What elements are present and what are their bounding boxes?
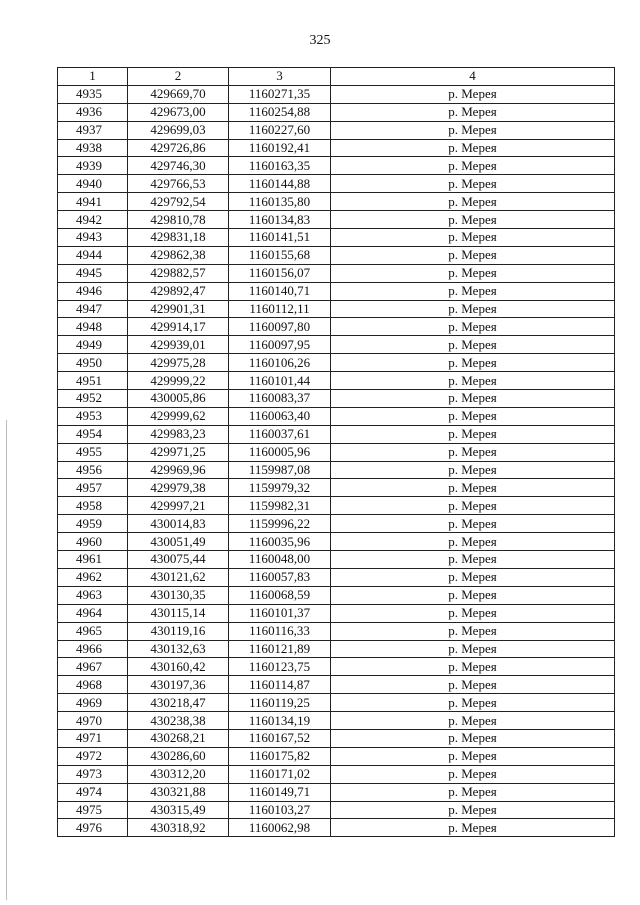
y-coordinate-cell: 1160063,40 <box>229 407 331 425</box>
x-coordinate-cell: 429792,54 <box>128 193 229 211</box>
description-cell: р. Мерея <box>331 103 615 121</box>
description-cell: р. Мерея <box>331 229 615 247</box>
y-coordinate-cell: 1160062,98 <box>229 819 331 837</box>
point-number-cell: 4946 <box>58 282 128 300</box>
description-cell: р. Мерея <box>331 515 615 533</box>
y-coordinate-cell: 1160116,33 <box>229 622 331 640</box>
description-cell: р. Мерея <box>331 729 615 747</box>
x-coordinate-cell: 430014,83 <box>128 515 229 533</box>
x-coordinate-cell: 429669,70 <box>128 85 229 103</box>
description-cell: р. Мерея <box>331 407 615 425</box>
x-coordinate-cell: 429999,62 <box>128 407 229 425</box>
table-row <box>58 747 615 765</box>
description-cell: р. Мерея <box>331 300 615 318</box>
table-row <box>58 676 615 694</box>
point-number-cell: 4937 <box>58 121 128 139</box>
table-row <box>58 85 615 103</box>
y-coordinate-cell: 1160156,07 <box>229 264 331 282</box>
table-row <box>58 640 615 658</box>
y-coordinate-cell: 1160271,35 <box>229 85 331 103</box>
y-coordinate-cell: 1160101,37 <box>229 604 331 622</box>
point-number-cell: 4953 <box>58 407 128 425</box>
description-cell: р. Мерея <box>331 586 615 604</box>
x-coordinate-cell: 430318,92 <box>128 819 229 837</box>
table-row <box>58 729 615 747</box>
point-number-cell: 4968 <box>58 676 128 694</box>
description-cell: р. Мерея <box>331 264 615 282</box>
table-row <box>58 533 615 551</box>
description-cell: р. Мерея <box>331 801 615 819</box>
point-number-cell: 4939 <box>58 157 128 175</box>
x-coordinate-cell: 429831,18 <box>128 229 229 247</box>
y-coordinate-cell: 1160101,44 <box>229 372 331 390</box>
point-number-cell: 4959 <box>58 515 128 533</box>
point-number-cell: 4970 <box>58 712 128 730</box>
y-coordinate-cell: 1160155,68 <box>229 246 331 264</box>
y-coordinate-cell: 1160123,75 <box>229 658 331 676</box>
page-number: 325 <box>309 33 331 48</box>
y-coordinate-cell: 1160167,52 <box>229 729 331 747</box>
point-number-cell: 4935 <box>58 85 128 103</box>
point-number-cell: 4975 <box>58 801 128 819</box>
y-coordinate-cell: 1159996,22 <box>229 515 331 533</box>
y-coordinate-cell: 1160121,89 <box>229 640 331 658</box>
point-number-cell: 4967 <box>58 658 128 676</box>
point-number-cell: 4951 <box>58 372 128 390</box>
x-coordinate-cell: 429766,53 <box>128 175 229 193</box>
table-row <box>58 246 615 264</box>
x-coordinate-cell: 429983,23 <box>128 425 229 443</box>
table-row <box>58 282 615 300</box>
description-cell: р. Мерея <box>331 551 615 569</box>
table-row <box>58 515 615 533</box>
table-row <box>58 658 615 676</box>
table-row <box>58 497 615 515</box>
table-row <box>58 586 615 604</box>
table-row <box>58 139 615 157</box>
description-cell: р. Мерея <box>331 372 615 390</box>
point-number-cell: 4976 <box>58 819 128 837</box>
column-header-4: 4 <box>331 68 615 86</box>
table-row <box>58 157 615 175</box>
table-row <box>58 551 615 569</box>
x-coordinate-cell: 429999,22 <box>128 372 229 390</box>
y-coordinate-cell: 1160254,88 <box>229 103 331 121</box>
point-number-cell: 4963 <box>58 586 128 604</box>
description-cell: р. Мерея <box>331 157 615 175</box>
point-number-cell: 4974 <box>58 783 128 801</box>
description-cell: р. Мерея <box>331 497 615 515</box>
x-coordinate-cell: 429673,00 <box>128 103 229 121</box>
description-cell: р. Мерея <box>331 640 615 658</box>
y-coordinate-cell: 1159979,32 <box>229 479 331 497</box>
y-coordinate-cell: 1160068,59 <box>229 586 331 604</box>
description-cell: р. Мерея <box>331 390 615 408</box>
table-row <box>58 461 615 479</box>
y-coordinate-cell: 1160134,19 <box>229 712 331 730</box>
table-body <box>58 85 615 836</box>
x-coordinate-cell: 429971,25 <box>128 443 229 461</box>
description-cell: р. Мерея <box>331 282 615 300</box>
y-coordinate-cell: 1160114,87 <box>229 676 331 694</box>
y-coordinate-cell: 1160227,60 <box>229 121 331 139</box>
point-number-cell: 4938 <box>58 139 128 157</box>
description-cell: р. Мерея <box>331 819 615 837</box>
description-cell: р. Мерея <box>331 604 615 622</box>
table-row <box>58 229 615 247</box>
x-coordinate-cell: 430121,62 <box>128 568 229 586</box>
table-row <box>58 819 615 837</box>
y-coordinate-cell: 1159987,08 <box>229 461 331 479</box>
x-coordinate-cell: 430238,38 <box>128 712 229 730</box>
point-number-cell: 4971 <box>58 729 128 747</box>
point-number-cell: 4956 <box>58 461 128 479</box>
description-cell: р. Мерея <box>331 139 615 157</box>
description-cell: р. Мерея <box>331 747 615 765</box>
description-cell: р. Мерея <box>331 246 615 264</box>
x-coordinate-cell: 429939,01 <box>128 336 229 354</box>
x-coordinate-cell: 430051,49 <box>128 533 229 551</box>
table-row <box>58 103 615 121</box>
point-number-cell: 4952 <box>58 390 128 408</box>
coordinates-table <box>57 67 615 837</box>
y-coordinate-cell: 1160135,80 <box>229 193 331 211</box>
y-coordinate-cell: 1160103,27 <box>229 801 331 819</box>
point-number-cell: 4966 <box>58 640 128 658</box>
table-row <box>58 300 615 318</box>
table-row <box>58 479 615 497</box>
y-coordinate-cell: 1160192,41 <box>229 139 331 157</box>
y-coordinate-cell: 1160097,95 <box>229 336 331 354</box>
y-coordinate-cell: 1160112,11 <box>229 300 331 318</box>
y-coordinate-cell: 1160005,96 <box>229 443 331 461</box>
description-cell: р. Мерея <box>331 354 615 372</box>
x-coordinate-cell: 429892,47 <box>128 282 229 300</box>
y-coordinate-cell: 1160175,82 <box>229 747 331 765</box>
y-coordinate-cell: 1160171,02 <box>229 765 331 783</box>
y-coordinate-cell: 1159982,31 <box>229 497 331 515</box>
description-cell: р. Мерея <box>331 85 615 103</box>
x-coordinate-cell: 429810,78 <box>128 211 229 229</box>
point-number-cell: 4949 <box>58 336 128 354</box>
x-coordinate-cell: 429699,03 <box>128 121 229 139</box>
x-coordinate-cell: 430160,42 <box>128 658 229 676</box>
table-row <box>58 622 615 640</box>
point-number-cell: 4962 <box>58 568 128 586</box>
y-coordinate-cell: 1160163,35 <box>229 157 331 175</box>
table-row <box>58 193 615 211</box>
y-coordinate-cell: 1160140,71 <box>229 282 331 300</box>
point-number-cell: 4940 <box>58 175 128 193</box>
description-cell: р. Мерея <box>331 211 615 229</box>
point-number-cell: 4973 <box>58 765 128 783</box>
table-header-row <box>58 68 615 86</box>
y-coordinate-cell: 1160083,37 <box>229 390 331 408</box>
x-coordinate-cell: 429746,30 <box>128 157 229 175</box>
x-coordinate-cell: 429979,38 <box>128 479 229 497</box>
description-cell: р. Мерея <box>331 568 615 586</box>
point-number-cell: 4965 <box>58 622 128 640</box>
description-cell: р. Мерея <box>331 622 615 640</box>
description-cell: р. Мерея <box>331 658 615 676</box>
x-coordinate-cell: 430132,63 <box>128 640 229 658</box>
description-cell: р. Мерея <box>331 175 615 193</box>
description-cell: р. Мерея <box>331 193 615 211</box>
point-number-cell: 4944 <box>58 246 128 264</box>
description-cell: р. Мерея <box>331 425 615 443</box>
table-row <box>58 712 615 730</box>
x-coordinate-cell: 430075,44 <box>128 551 229 569</box>
description-cell: р. Мерея <box>331 318 615 336</box>
description-cell: р. Мерея <box>331 712 615 730</box>
table-row <box>58 121 615 139</box>
x-coordinate-cell: 429901,31 <box>128 300 229 318</box>
point-number-cell: 4958 <box>58 497 128 515</box>
y-coordinate-cell: 1160057,83 <box>229 568 331 586</box>
x-coordinate-cell: 429914,17 <box>128 318 229 336</box>
x-coordinate-cell: 430268,21 <box>128 729 229 747</box>
y-coordinate-cell: 1160035,96 <box>229 533 331 551</box>
description-cell: р. Мерея <box>331 336 615 354</box>
point-number-cell: 4957 <box>58 479 128 497</box>
table-row <box>58 568 615 586</box>
point-number-cell: 4964 <box>58 604 128 622</box>
table-row <box>58 425 615 443</box>
y-coordinate-cell: 1160144,88 <box>229 175 331 193</box>
description-cell: р. Мерея <box>331 121 615 139</box>
table-row <box>58 264 615 282</box>
table-row <box>58 354 615 372</box>
y-coordinate-cell: 1160106,26 <box>229 354 331 372</box>
x-coordinate-cell: 430005,86 <box>128 390 229 408</box>
table-row <box>58 783 615 801</box>
y-coordinate-cell: 1160037,61 <box>229 425 331 443</box>
x-coordinate-cell: 430315,49 <box>128 801 229 819</box>
point-number-cell: 4954 <box>58 425 128 443</box>
table-row <box>58 372 615 390</box>
table-row <box>58 318 615 336</box>
x-coordinate-cell: 430286,60 <box>128 747 229 765</box>
y-coordinate-cell: 1160119,25 <box>229 694 331 712</box>
y-coordinate-cell: 1160097,80 <box>229 318 331 336</box>
point-number-cell: 4969 <box>58 694 128 712</box>
table-row <box>58 694 615 712</box>
column-header-3: 3 <box>229 68 331 86</box>
point-number-cell: 4948 <box>58 318 128 336</box>
column-header-1: 1 <box>58 68 128 86</box>
description-cell: р. Мерея <box>331 783 615 801</box>
description-cell: р. Мерея <box>331 461 615 479</box>
table-row <box>58 211 615 229</box>
table-row <box>58 407 615 425</box>
x-coordinate-cell: 430115,14 <box>128 604 229 622</box>
point-number-cell: 4936 <box>58 103 128 121</box>
x-coordinate-cell: 430197,36 <box>128 676 229 694</box>
table-row <box>58 604 615 622</box>
y-coordinate-cell: 1160141,51 <box>229 229 331 247</box>
description-cell: р. Мерея <box>331 694 615 712</box>
x-coordinate-cell: 429997,21 <box>128 497 229 515</box>
x-coordinate-cell: 430321,88 <box>128 783 229 801</box>
x-coordinate-cell: 429882,57 <box>128 264 229 282</box>
point-number-cell: 4941 <box>58 193 128 211</box>
table-row <box>58 801 615 819</box>
point-number-cell: 4972 <box>58 747 128 765</box>
point-number-cell: 4942 <box>58 211 128 229</box>
point-number-cell: 4961 <box>58 551 128 569</box>
table-row <box>58 175 615 193</box>
x-coordinate-cell: 430130,35 <box>128 586 229 604</box>
y-coordinate-cell: 1160134,83 <box>229 211 331 229</box>
point-number-cell: 4950 <box>58 354 128 372</box>
y-coordinate-cell: 1160149,71 <box>229 783 331 801</box>
description-cell: р. Мерея <box>331 443 615 461</box>
point-number-cell: 4960 <box>58 533 128 551</box>
x-coordinate-cell: 429862,38 <box>128 246 229 264</box>
table-row <box>58 336 615 354</box>
binding-margin-line <box>6 420 7 900</box>
x-coordinate-cell: 430218,47 <box>128 694 229 712</box>
x-coordinate-cell: 430312,20 <box>128 765 229 783</box>
description-cell: р. Мерея <box>331 533 615 551</box>
x-coordinate-cell: 429726,86 <box>128 139 229 157</box>
description-cell: р. Мерея <box>331 765 615 783</box>
point-number-cell: 4945 <box>58 264 128 282</box>
x-coordinate-cell: 429969,96 <box>128 461 229 479</box>
description-cell: р. Мерея <box>331 479 615 497</box>
point-number-cell: 4943 <box>58 229 128 247</box>
description-cell: р. Мерея <box>331 676 615 694</box>
x-coordinate-cell: 429975,28 <box>128 354 229 372</box>
y-coordinate-cell: 1160048,00 <box>229 551 331 569</box>
point-number-cell: 4947 <box>58 300 128 318</box>
column-header-2: 2 <box>128 68 229 86</box>
point-number-cell: 4955 <box>58 443 128 461</box>
table-row <box>58 765 615 783</box>
x-coordinate-cell: 430119,16 <box>128 622 229 640</box>
table-row <box>58 390 615 408</box>
table-row <box>58 443 615 461</box>
